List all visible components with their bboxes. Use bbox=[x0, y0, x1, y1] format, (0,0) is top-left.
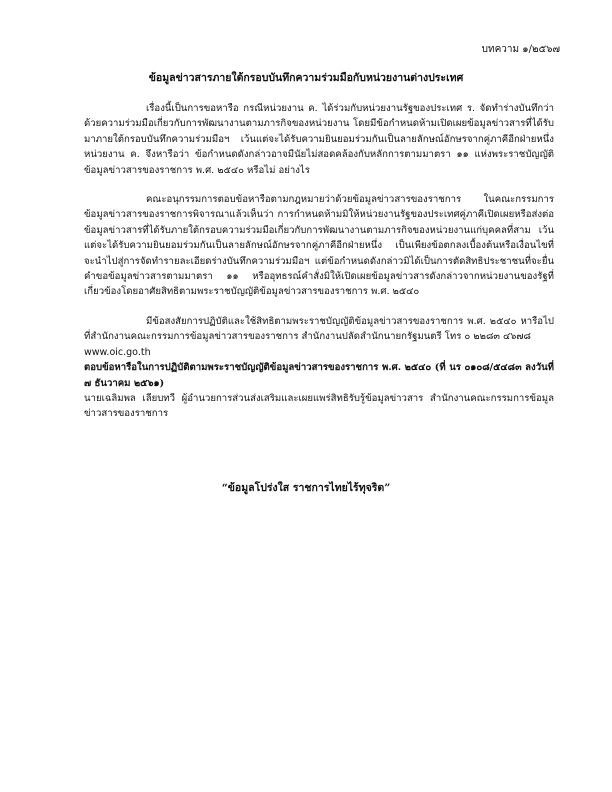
document-body bbox=[84, 101, 554, 422]
website-link[interactable]: www.oic.go.th bbox=[84, 346, 151, 358]
paragraph-opinion: คณะอนุกรรมการตอบข้อหารือตามกฎหมายว่าด้วยข้อมูลข่าวสารของราชการ ในคณะกรรมการข้อมูลข่าวสารของราชการพิจารณาแล้วเห็นว่า การกำหนดห้ามมิให้หน่วยงานรัฐของประเทศคู่ภาคีเปิดเผยหรือส่งต่อข้อมูลข่าวสารที่ได้รับภายใต้กรอบความร่วมมือเกี่ยวกับการพัฒนางานตามภารกิจของหน่วยงานแก่บุคคลที่สาม เว้นแต่จะได้รับความยินยอมร่วมกันเป็นลายลักษณ์อักษรจากคู่ภาคีอีกฝ่ายหนึ่ง เป็นเพียงข้อตกลงเบื้องต้นหรือเงื่อนไขที่จะนำไปสู่การจัดทำรายละเอียดร่างบันทึกความร่วมมือฯ แต่ข้อกำหนดดังกล่าวมิได้เป็นการตัดสิทธิประชาชนที่จะยื่นคำขอข้อมูลข่าวสารตามมาตรา ๑๑ หรืออุทธรณ์คำสั่งมิให้เปิดเผยข้อมูลข่าวสารดังกล่าวจากหน่วยงานของรัฐที่เกี่ยวข้องโดยอาศัยสิทธิตามพระราชบัญญัติข้อมูลข่าวสารของราชการ พ.ศ. ๒๕๔๐ bbox=[84, 194, 554, 298]
article-reference: บทความ ๑/๒๕๖๗ bbox=[481, 44, 560, 55]
document-title: ข้อมูลข่าวสารภายใต้กรอบบันทึกความร่วมมือกับหน่วยงานต่างประเทศ bbox=[148, 72, 464, 84]
source-reference: ตอบข้อหารือในการปฏิบัติตามพระราชบัญญัติข้อมูลข่าวสารของราชการ พ.ศ. ๒๕๔๐ (ที่ นร ๐๑๐๘/๕๔๘๓ ลงวันที่ ๗ ธันวาคม ๒๕๖๑) bbox=[84, 362, 554, 389]
author-credit: นายเฉลิมพล เลียบทวี ผู้อำนวยการส่วนส่งเสริมและเผยแพร่สิทธิรับรู้ข้อมูลข่าวสาร สำนักงานคณะกรรมการข้อมูลข่าวสารของราชการ bbox=[84, 392, 554, 420]
slogan: “ข้อมูลโปร่งใส ราชการไทยไร้ทุจริต” bbox=[221, 482, 391, 494]
paragraph-contact: มีข้อสงสัยการปฏิบัติและใช้สิทธิตามพระราชบัญญัติข้อมูลข่าวสารของราชการ พ.ศ. ๒๕๔๐ หารือไปที่สำนักงานคณะกรรมการข้อมูลข่าวสารของราชการ สำนักงานปลัดสำนักนายกรัฐมนตรี โทร ๐ ๒๒๘๓ ๔๖๗๘ bbox=[84, 315, 554, 343]
paragraph-inquiry: เรื่องนี้เป็นการขอหารือ กรณีหน่วยงาน ค. ได้ร่วมกับหน่วยงานรัฐของประเทศ ร. จัดทำร่างบันทึกว่าด้วยความร่วมมือเกี่ยวกับการพัฒนางานตามภารกิจของหน่วยงาน โดยมีข้อกำหนดห้ามเปิดเผยข้อมูลข่าวสารที่ได้รับมาภายใต้กรอบบันทึกความร่วมมือฯ เว้นแต่จะได้รับความยินยอมร่วมกันเป็นลายลักษณ์อักษรจากคู่ภาคีอีกฝ่ายหนึ่ง หน่วยงาน ค. จึงหารือว่า ข้อกำหนดดังกล่าวอาจมีนัยไม่สอดคล้องกับหลักการตามมาตรา ๑๑ แห่งพระราชบัญญัติข้อมูลข่าวสารของราชการ พ.ศ. ๒๕๔๐ หรือไม่ อย่างไร bbox=[84, 103, 554, 176]
